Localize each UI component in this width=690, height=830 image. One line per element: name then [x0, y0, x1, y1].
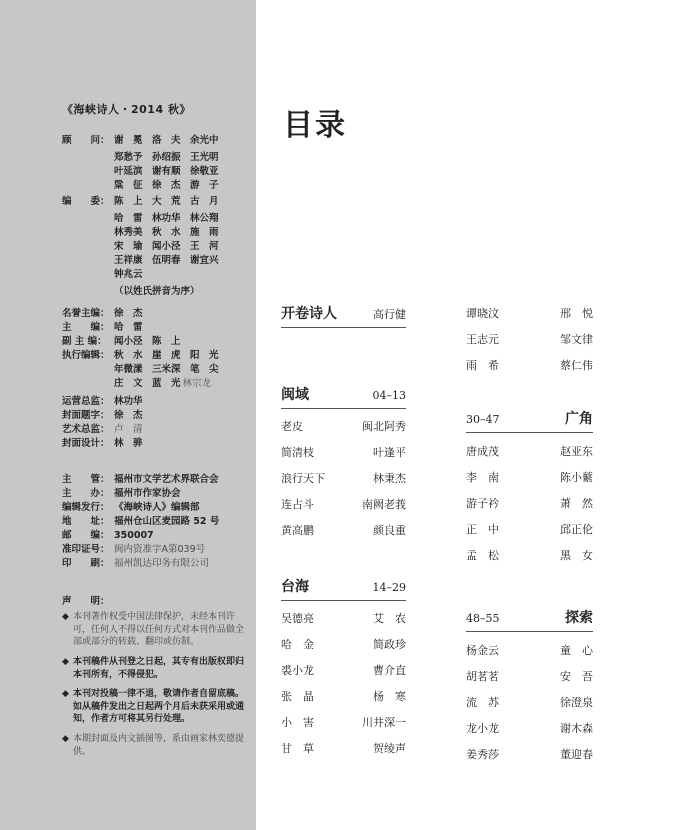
- section-header-tansuo: 48–55 探索: [466, 607, 593, 632]
- statement-item: ◆ 本期封面及内文插图等，系由画家林奕德提供。: [62, 734, 245, 757]
- advisors-line: 粱 征 徐 杰 游 子: [114, 180, 219, 191]
- statement-heading: 声 明：: [62, 596, 110, 607]
- magazine-title: 《海峡诗人・2014 秋》: [62, 103, 191, 116]
- statement-item: ◆ 本刊对投稿一律不退，敬请作者自留底稿。如从稿件发出之日起两个月后未获采用或通知，作者方可将其另行处理。: [62, 689, 245, 724]
- toc-entry: 流 苏 徐澄泉: [466, 696, 593, 709]
- advisors-line: 叶延滨 谢有顺 徐敬亚: [114, 166, 219, 177]
- staff-row: 庄 文 蓝 光 林宗龙: [114, 378, 212, 389]
- toc-entry: 杨金云 童 心: [466, 644, 593, 657]
- toc-entry: 姜秀莎 董迎春: [466, 748, 593, 761]
- section-header-guangjiao: 30–47 广角: [466, 408, 593, 433]
- toc-entry: 王志元 邹文律: [466, 333, 593, 346]
- advisors-line: 郑愁予 孙绍振 王光明: [114, 152, 219, 163]
- editors-line: 钟兆云: [114, 269, 143, 280]
- toc-entry: 谭晓汶 邢 悦: [466, 307, 593, 320]
- toc-entry: 李 南 陈小蘩: [466, 471, 593, 484]
- diamond-bullet-icon: ◆: [62, 734, 69, 744]
- editors-line: 林秀美 秋 水 施 雨: [114, 227, 219, 238]
- masthead-sidebar: [0, 0, 256, 830]
- toc-entry: 孟 松 黑 女: [466, 549, 593, 562]
- publisher-row: 主 办： 福州市作家协会: [62, 488, 181, 499]
- toc-entry: 正 中 邱正伦: [466, 523, 593, 536]
- staff-row: 封面设计： 林 骅: [62, 438, 143, 449]
- staff-row: 艺术总监： 卢 清: [62, 424, 143, 435]
- publisher-row: 地 址： 福州仓山区麦园路 52 号: [62, 516, 220, 527]
- toc-entry: 浪行天下 林秉杰: [281, 472, 406, 485]
- publisher-row: 印 刷： 福州凯达印务有限公司: [62, 558, 210, 569]
- staff-row: 主 编： 哈 雷: [62, 322, 143, 333]
- editors-line: 宋 瑜 闻小泾 王 河: [114, 241, 219, 252]
- statement-item: ◆ 本刊著作权受中国法律保护，未经本刊许可，任何人不得以任何方式对本刊作品做全部或部分的转载、翻印或仿制。: [62, 612, 245, 647]
- page-title: 目录: [283, 108, 347, 143]
- section-header-taihai: 台海 14–29: [281, 576, 406, 601]
- publisher-row: 邮 编： 350007: [62, 530, 154, 541]
- editors-row: 编 委： 陈 上 大 荒 古 月: [62, 196, 219, 207]
- editors-line: 哈 雷 林功华 林公翔: [114, 213, 219, 224]
- toc-entry: 甘 草 贺绫声: [281, 742, 406, 755]
- staff-row: 运营总监： 林功华: [62, 396, 143, 407]
- editors-line: 王祥康 伍明春 谢宜兴: [114, 255, 219, 266]
- toc-entry: 小 害 川井深一: [281, 716, 406, 729]
- staff-row: 执行编辑： 秋 水 崖 虎 阳 光: [62, 350, 219, 361]
- staff-row: 年微漾 三米深 笔 尖: [114, 364, 219, 375]
- editors-order-note: （以姓氏拼音为序）: [114, 286, 200, 297]
- toc-entry: 老皮 闽北阿秀: [281, 420, 406, 433]
- section-header-opening-poet: 开卷诗人 高行健: [281, 303, 406, 328]
- toc-entry: 唐成茂 赵亚东: [466, 445, 593, 458]
- toc-entry: 黄高鹏 颜良重: [281, 524, 406, 537]
- diamond-bullet-icon: ◆: [62, 612, 69, 622]
- publisher-row: 主 管： 福州市文学艺术界联合会: [62, 474, 219, 485]
- staff-row: 名誉主编： 徐 杰: [62, 308, 143, 319]
- toc-entry: 张 晶 杨 寒: [281, 690, 406, 703]
- staff-row: 副 主 编： 闻小泾 陈 上: [62, 336, 181, 347]
- staff-row: 封面题字： 徐 杰: [62, 410, 143, 421]
- section-header-minyu: 闽域 04–13: [281, 384, 406, 409]
- publisher-row: 编辑发行： 《海峡诗人》编辑部: [62, 502, 200, 513]
- toc-entry: 龙小龙 谢木森: [466, 722, 593, 735]
- toc-entry: 吴德亮 艾 农: [281, 612, 406, 625]
- toc-entry: 简清枝 叶逢平: [281, 446, 406, 459]
- toc-entry: 连占斗 南阙老莪: [281, 498, 406, 511]
- toc-entry: 哈 金 简政珍: [281, 638, 406, 651]
- toc-entry: 胡茗茗 安 吾: [466, 670, 593, 683]
- advisors-row: 顾 问： 谢 冕 洛 夫 余光中: [62, 135, 219, 146]
- toc-entry: 游子衿 萧 然: [466, 497, 593, 510]
- toc-entry: 裘小龙 曹介直: [281, 664, 406, 677]
- diamond-bullet-icon: ◆: [62, 689, 69, 699]
- statement-item: ◆ 本刊稿件从刊登之日起，其专有出版权即归本刊所有，不得侵犯。: [62, 657, 245, 680]
- toc-entry: 雨 希 蔡仁伟: [466, 359, 593, 372]
- publisher-row: 准印证号： 闽内资准字A第039号: [62, 544, 206, 555]
- diamond-bullet-icon: ◆: [62, 657, 69, 667]
